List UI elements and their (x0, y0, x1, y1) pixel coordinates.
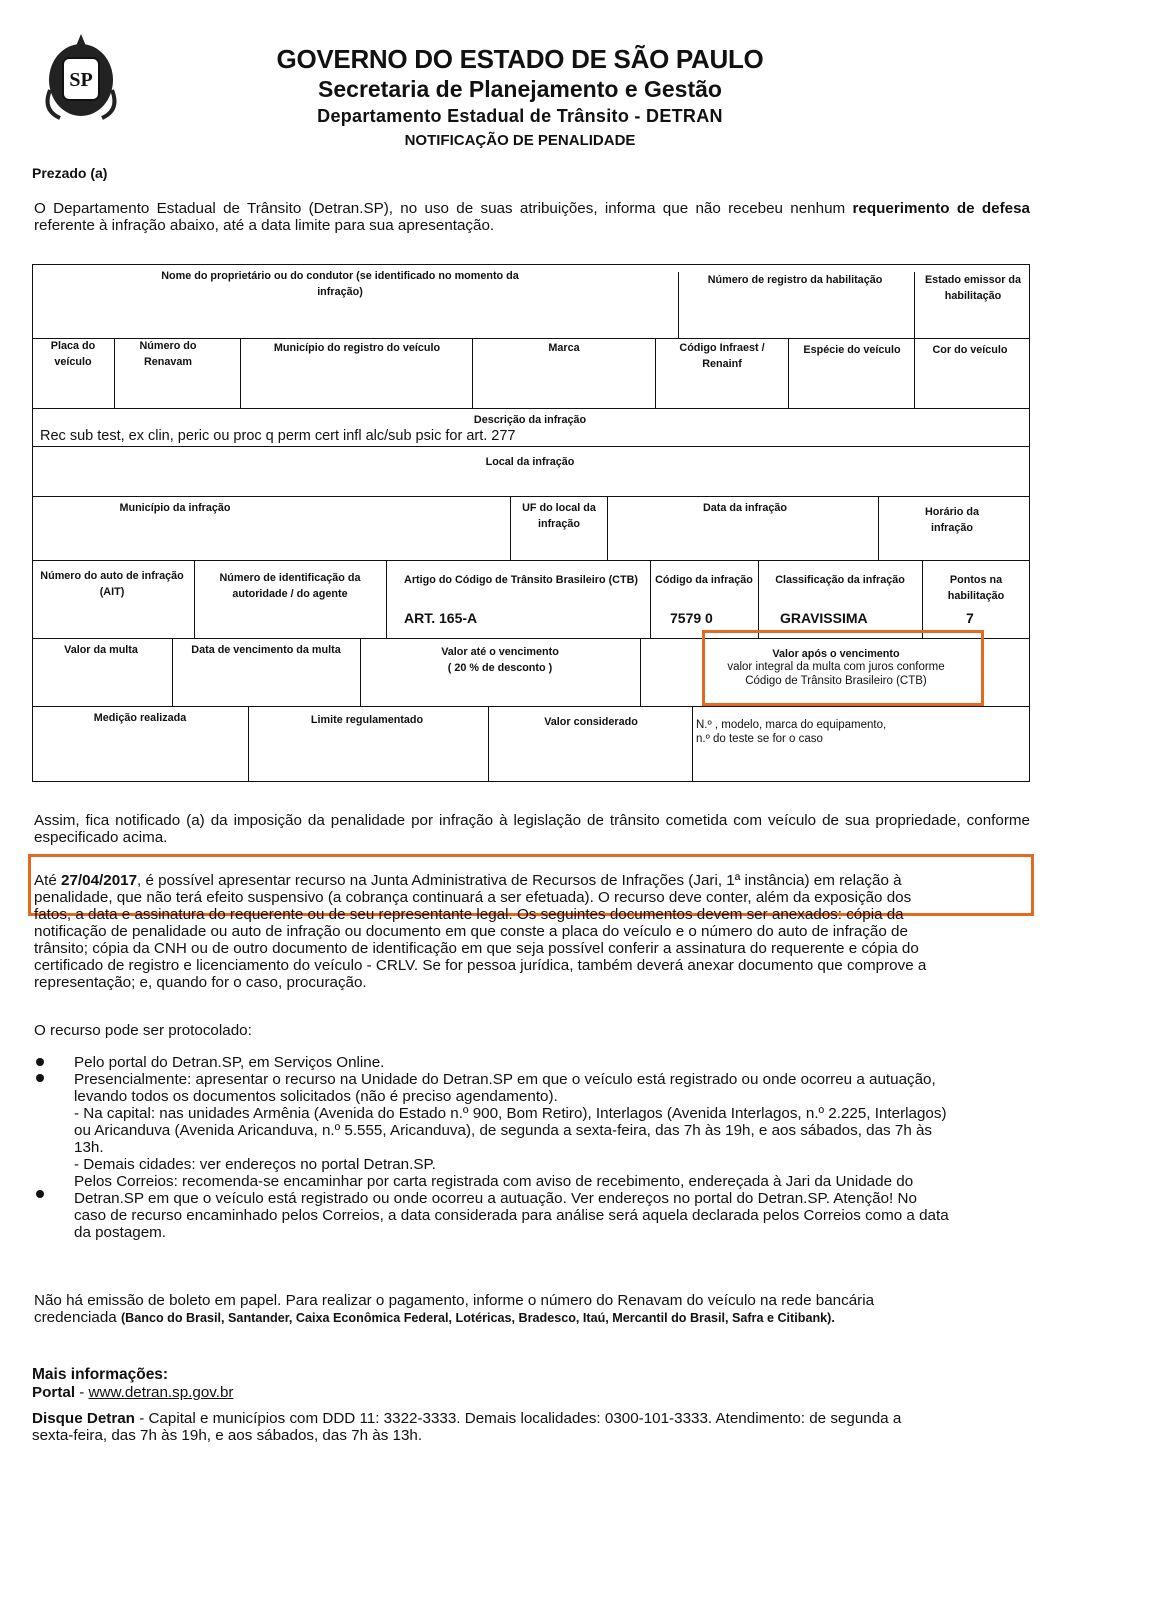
header-secretariat: Secretaria de Planejamento e Gestão (318, 76, 722, 102)
license-state-label: Estado emissor da habilitação (924, 274, 1021, 302)
limit-label: Limite regulamentado (310, 714, 424, 726)
option-mail-1: Pelos Correios: recomenda-se encaminhar por carta registrada com aviso de recebimento, endereçada à Jari da Unidade do (74, 1173, 914, 1190)
bullet-icon (36, 1058, 44, 1066)
code-label: Código da infração (655, 574, 753, 586)
document-title: NOTIFICAÇÃO DE PENALIDADE (404, 132, 636, 149)
appeal-line5: trânsito; cópia da CNH ou de outro documento de identificação em que seja possível conferir a assinatura do requerente e cópia do (34, 940, 919, 957)
intro-paragraph (34, 200, 1030, 234)
infraest-code-label: Código Infraest / Renainf (679, 342, 765, 370)
color-label: Cor do veículo (932, 344, 1008, 356)
option-in-person-1: Presencialmente: apresentar o recurso na Unidade do Detran.SP em que o veículo está registrado ou onde ocorreu a autuação, (74, 1071, 936, 1088)
appeal-line2: penalidade, que não terá efeito suspensivo (a cobrança continuará a ser efetuada). O recurso deve conter, além da exposição dos (34, 889, 912, 906)
code-value: 7579 0 (670, 610, 713, 626)
description-label: Descrição da infração (473, 414, 587, 426)
ait-label: Número do auto de infração (AIT) (40, 570, 184, 598)
after-due-note-2: Código de Trânsito Brasileiro (CTB) (745, 675, 927, 687)
seal-text: SP (69, 69, 93, 91)
after-due-note-1: valor integral da multa com juros conforme (727, 661, 945, 673)
intro-part2: referente à infração abaixo, até a data limite para sua apresentação. (34, 217, 495, 234)
sao-paulo-seal-icon (40, 30, 122, 122)
portal-label: Portal (32, 1384, 76, 1401)
fine-label: Valor da multa (64, 644, 138, 656)
payment-paragraph (34, 1292, 1030, 1327)
considered-label: Valor considerado (544, 716, 638, 728)
city-infraction-label: Município da infração (119, 502, 231, 514)
intro-part1: O Departamento Estadual de Trânsito (Detran.SP), no uso de suas atribuições, informa que não recebeu nenhum (34, 200, 853, 217)
header-government: GOVERNO DO ESTADO DE SÃO PAULO (276, 44, 764, 74)
discount-label: ( 20 % de desconto ) (447, 662, 553, 674)
class-label: Classificação da infração (775, 574, 905, 586)
class-value: GRAVISSIMA (780, 610, 868, 626)
option-in-person-4: ou Aricanduva (Avenida Aricanduva, n.º 5.555, Aricanduva), de segunda a sexta-feira, das 7h às 19h, e aos sábados, das 7h às (74, 1122, 933, 1139)
notice-paragraph: Assim, fica notificado (a) da imposição da penalidade por infração à legislação de trânsito cometida com veículo de sua propriedade, conforme especificado acima. (34, 812, 1030, 846)
after-due-label: Valor após o vencimento (772, 648, 900, 660)
option-in-person-6: - Demais cidades: ver endereços no portal Detran.SP. (74, 1156, 436, 1173)
owner-name-label: Nome do proprietário ou do condutor (se identificado no momento da infração) (161, 270, 519, 298)
renavam-label: Número do Renavam (139, 340, 197, 368)
measure-label: Medição realizada (93, 712, 187, 724)
option-in-person-5: 13h. (74, 1139, 104, 1156)
phone-paragraph (32, 1410, 1030, 1444)
appeal-line7: representação; e, quando for o caso, procuração. (34, 974, 367, 991)
option-portal: Pelo portal do Detran.SP, em Serviços Online. (74, 1054, 385, 1071)
option-mail-4: da postagem. (74, 1224, 167, 1241)
points-value: 7 (966, 610, 974, 626)
description-value: Rec sub test, ex clin, peric ou proc q perm cert infl alc/sub psic for art. 277 (40, 428, 516, 444)
option-in-person-3: - Na capital: nas unidades Armênia (Avenida do Estado n.º 900, Bom Retiro), Interlagos (Avenida Interlagos, n.º 2.225, Interlagos) (74, 1105, 947, 1122)
option-in-person-2: levando todos os documentos solicitados (não é preciso agendamento). (74, 1088, 558, 1105)
license-number-label: Número de registro da habilitação (707, 274, 883, 286)
appeal-prefix: Até (34, 872, 62, 889)
due-label: Data de vencimento da multa (191, 644, 341, 656)
intro-bold: requerimento de defesa (852, 200, 1030, 217)
header-department: Departamento Estadual de Trânsito - DETRAN (317, 106, 723, 126)
until-due-label: Valor até o vencimento (441, 646, 559, 658)
option-mail-3: caso de recurso encaminhado pelos Correios, a data considerada para análise será aquela declarada pelos Correios como a data (74, 1207, 949, 1224)
protocol-title: O recurso pode ser protocolado: (34, 1022, 252, 1039)
time-label: Horário da infração (925, 506, 979, 534)
appeal-paragraph (34, 872, 1030, 991)
points-label: Pontos na habilitação (947, 574, 1005, 602)
payment-line2: credenciada (34, 1309, 121, 1326)
appeal-line4: notificação de penalidade ou auto de infração ou documento em que conste a placa do veículo e o número do auto de infração de (34, 923, 908, 940)
uf-label: UF do local da infração (522, 502, 596, 530)
equipment-note-1: N.º , modelo, marca do equipamento, (696, 719, 887, 731)
equipment-note-2: n.º do teste se for o caso (696, 733, 823, 745)
brand-label: Marca (548, 342, 580, 354)
portal-line (32, 1384, 233, 1401)
portal-sep: - (75, 1384, 89, 1401)
payment-banks: (Banco do Brasil, Santander, Caixa Econômica Federal, Lotéricas, Bradesco, Itaú, Mercantil do Brasil, Safra e Citibank). (120, 1311, 835, 1325)
phone-line2: sexta-feira, das 7h às 19h, e aos sábados, das 7h às 13h. (32, 1427, 423, 1444)
appeal-date: 27/04/2017 (61, 872, 138, 889)
greeting: Prezado (a) (32, 165, 108, 181)
plate-label: Placa do veículo (50, 340, 96, 368)
portal-link[interactable]: www.detran.sp.gov.br (88, 1384, 234, 1401)
phone-line1: - Capital e municípios com DDD 11: 3322-3333. Demais localidades: 0300-101-3333. Atendimento: de segunda a (134, 1410, 902, 1427)
location-label: Local da infração (485, 456, 575, 468)
payment-line1: Não há emissão de boleto em papel. Para realizar o pagamento, informe o número do Renavam do veículo na rede bancária (34, 1292, 875, 1309)
article-value: ART. 165-A (404, 610, 478, 626)
appeal-line6: certificado de registro e licenciamento do veículo - CRLV. Se for pessoa jurídica, também deverá anexar documento que comprove a (34, 957, 927, 974)
city-registration-label: Município do registro do veículo (273, 342, 441, 354)
article-label: Artigo do Código de Trânsito Brasileiro (CTB) (404, 574, 638, 586)
vehicle-type-label: Espécie do veículo (803, 344, 901, 356)
appeal-line3: fatos, a data e assinatura do requerente ou de seu representante legal. Os seguintes documentos devem ser anexados: cópia da (34, 906, 904, 923)
agent-label: Número de identificação da autoridade / do agente (219, 572, 361, 600)
bullet-icon (36, 1190, 44, 1198)
more-info-title: Mais informações: (32, 1366, 169, 1383)
appeal-line1: , é possível apresentar recurso na Junta Administrativa de Recursos de Infrações (Jari, 1ª instância) em relação à (137, 872, 902, 889)
option-mail-2: Detran.SP em que o veículo está registrado ou onde ocorreu a autuação. Ver endereços no portal do Detran.SP. Atenção! No (74, 1190, 917, 1207)
after-due-highlight (702, 630, 984, 706)
protocol-options (74, 1054, 1034, 1241)
phone-label: Disque Detran (32, 1410, 135, 1427)
date-label: Data da infração (702, 502, 787, 514)
bullet-icon (36, 1074, 44, 1082)
